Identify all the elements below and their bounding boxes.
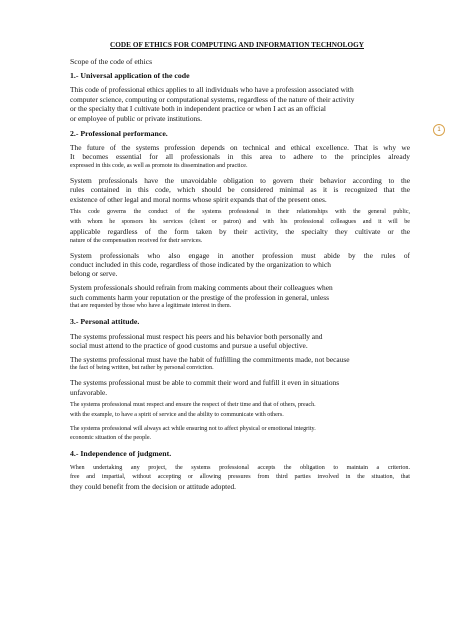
- text-line: System professionals have the unavoidable obligation to govern their behavior according to the: [70, 175, 410, 185]
- text-line: expressed in this code, as well as promote its dissemination and practice.: [70, 162, 248, 169]
- text-line: This code of professional ethics applies to all individuals who have a profession associated with: [70, 85, 354, 95]
- text-line: belong or serve.: [70, 269, 118, 279]
- paragraph: [70, 208, 410, 246]
- scope-line: Scope of the code of ethics: [70, 57, 153, 66]
- document-body: [70, 57, 410, 492]
- text-line: they could benefit from the decision or attitude adopted.: [70, 482, 237, 492]
- text-line: or employee of public or private institutions.: [70, 113, 202, 123]
- page-number-badge[interactable]: 1: [433, 124, 445, 136]
- text-line: economic situation of the people.: [70, 435, 152, 442]
- text-line: that are requested by those who have a legitimate interest in them.: [70, 303, 232, 310]
- text-line: free and impartial, without accepting or allowing pressures from third parties involved in the situation, that: [70, 474, 410, 480]
- text-line: existence of other legal and moral norms whose spirit expands that of the present ones.: [70, 194, 327, 204]
- text-line: nature of the compensation received for their services.: [70, 237, 203, 244]
- text-line: The systems professional will always act while ensuring not to affect physical or emotional integrity.: [70, 425, 316, 432]
- text-line: with whom he sponsors his services (client or patron) and with his professional colleagues and it will be: [70, 218, 410, 225]
- section-heading: 2.- Professional performance.: [70, 128, 168, 138]
- text-line: When undertaking any project, the systems professional accepts the obligation to maintain a criterion.: [70, 464, 410, 471]
- text-line: System professionals who also engage in another profession must abide by the rules of: [70, 250, 410, 260]
- text-line: This code governs the conduct of the systems professional in their relationships with the general public,: [70, 209, 410, 216]
- section-heading: 1.- Universal application of the code: [70, 70, 190, 80]
- text-line: or the specialty that I cultivate both in independent practice or when I act as an official: [70, 104, 326, 114]
- text-line: applicable regardless of the form taken by their activity, the specialty they cultivate or the: [70, 227, 410, 237]
- text-line: conduct included in this code, regardless of those indicated by the organization to which: [70, 260, 331, 269]
- document-title: CODE OF ETHICS FOR COMPUTING AND INFORMATION TECHNOLOGY: [110, 41, 364, 49]
- section-heading: 3.- Personal attitude.: [70, 317, 140, 327]
- text-line: with the example, to have a spirit of service and the ability to communicate with others.: [70, 411, 284, 418]
- text-line: System professionals should refrain from making comments about their colleagues when: [70, 283, 333, 293]
- paragraph: [70, 85, 410, 123]
- text-line: The future of the systems profession depends on technical and ethical excellence. That is why we: [70, 143, 410, 153]
- paragraph: [70, 401, 410, 420]
- paragraph: [70, 283, 410, 311]
- text-line: The systems professional must respect his peers and his behavior both personally and: [70, 331, 323, 341]
- paragraph: [70, 378, 410, 397]
- paragraph: [70, 143, 410, 171]
- text-line: computer science, computing or computational systems, regardless of the nature of their activity: [70, 94, 355, 104]
- paragraph: [70, 251, 410, 279]
- paragraph: [70, 355, 410, 374]
- text-line: It becomes essential for all professionals in this area to adhere to the principles already: [70, 152, 410, 162]
- text-line: The systems professional must have the habit of fulfilling the commitments made, not because: [70, 354, 350, 364]
- section-heading: 4.- Independence of judgment.: [70, 449, 172, 459]
- text-line: such comments harm your reputation or the prestige of the profession in general, unless: [70, 292, 330, 302]
- text-line: The systems professional must respect and ensure the respect of their time and that of others, preach.: [70, 402, 316, 409]
- text-line: the fact of being written, but rather by personal conviction.: [70, 365, 214, 372]
- paragraph: [70, 464, 410, 492]
- paragraph: [70, 425, 410, 444]
- text-line: rules contained in this code, which should be considered minimal as it is recognized that the: [70, 185, 410, 195]
- paragraph: [70, 332, 410, 351]
- text-line: unfavorable.: [70, 387, 108, 397]
- text-line: social must attend to the practice of good customs and pursue a useful objective.: [70, 340, 308, 350]
- paragraph: [70, 176, 410, 204]
- text-line: The systems professional must be able to commit their word and fulfill it even in situations: [70, 378, 340, 388]
